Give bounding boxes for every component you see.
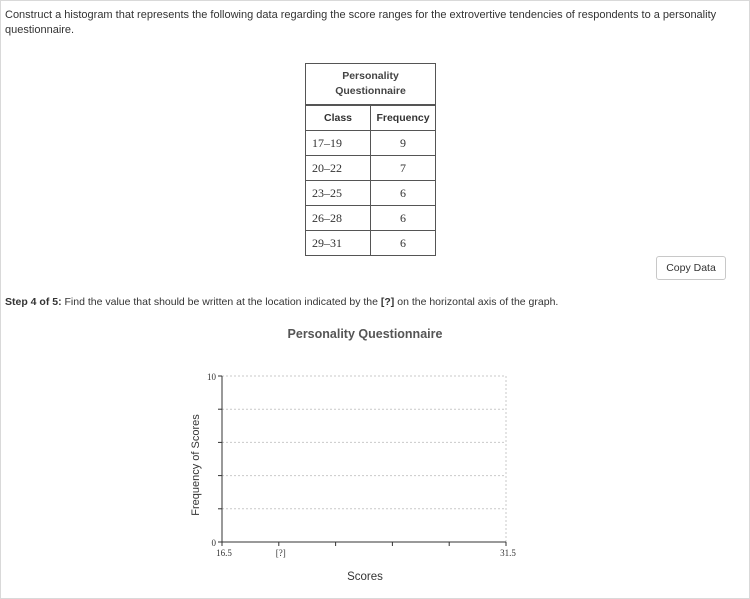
copy-data-button[interactable]: Copy Data xyxy=(656,256,726,280)
table-row xyxy=(306,206,436,231)
histogram-chart xyxy=(0,360,750,590)
step-text-end: on the horizontal axis of the graph. xyxy=(394,296,559,308)
x-tick-label: [?] xyxy=(275,548,286,558)
table-caption xyxy=(306,64,436,106)
class-cell: 23–25 xyxy=(306,181,371,206)
table-caption-line2: Questionnaire xyxy=(335,85,406,97)
table-header-frequency: Frequency xyxy=(371,105,436,131)
x-tick-label: 31.5 xyxy=(500,548,516,558)
y-tick-label: 10 xyxy=(207,372,216,382)
table-row xyxy=(306,156,436,181)
class-cell: 29–31 xyxy=(306,231,371,256)
step-instruction xyxy=(5,296,558,308)
chart-title: Personality Questionnaire xyxy=(287,327,443,341)
table-row xyxy=(306,231,436,256)
class-cell: 20–22 xyxy=(306,156,371,181)
table-row xyxy=(306,131,436,156)
question-prompt: Construct a histogram that represents the following data regarding the score ranges for the extrovertive tendencies of respondents to a personality questionnaire. xyxy=(5,9,717,36)
frequency-cell: 9 xyxy=(371,131,436,156)
frequency-cell: 6 xyxy=(371,231,436,256)
y-tick-label: 0 xyxy=(211,538,216,548)
frequency-cell: 6 xyxy=(371,206,436,231)
step-text: Find the value that should be written at the location indicated by the xyxy=(61,296,381,308)
table-header-class: Class xyxy=(306,105,371,131)
table-caption-line1: Personality xyxy=(342,70,399,82)
class-cell: 17–19 xyxy=(306,131,371,156)
table-row xyxy=(306,181,436,206)
frequency-cell: 7 xyxy=(371,156,436,181)
x-axis-label: Scores xyxy=(347,571,383,583)
step-marker: [?] xyxy=(380,296,395,308)
frequency-cell: 6 xyxy=(371,181,436,206)
class-cell: 26–28 xyxy=(306,206,371,231)
x-tick-label: 16.5 xyxy=(216,548,232,558)
frequency-table xyxy=(305,63,436,256)
step-label: Step 4 of 5: xyxy=(5,296,62,308)
y-axis-label: Frequency of Scores xyxy=(190,414,202,516)
